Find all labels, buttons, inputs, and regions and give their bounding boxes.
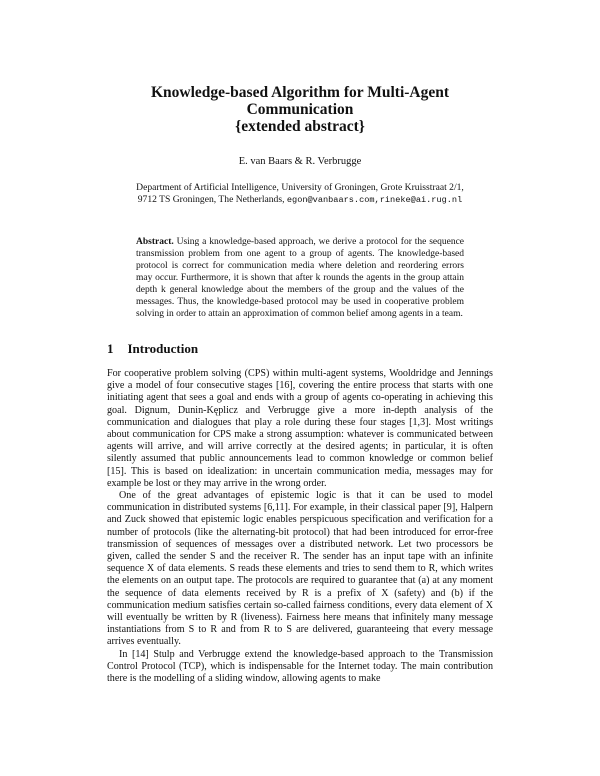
paragraph: For cooperative problem solving (CPS) within multi-agent systems, Wooldridge and Jennings give a model of four consecutive stages [16], covering the entire process that starts with one initiating agent that sees a goal and ends with a group of agents co-operating in achieving this goal. Dignum, Dunin-Kęplicz and Verbrugge give a more in-depth analysis of the communication and dialogues that play a role during these four stages [1,3]. Most writings about communication for CPS make a strong assumption: whatever is communicated between agents will arrive, and will arrive correctly at the desired agents; in particular, it is often silently assumed that public announcements lead to common knowledge or common belief [15]. This is based on idealization: in uncertain communication media, messages may for example be lost or they may arrive in the wrong order. <box>107 368 493 489</box>
affiliation-address: 9712 TS Groningen, The Netherlands, <box>137 194 285 205</box>
paragraph: One of the great advantages of epistemic logic is that it can be used to model communication in distributed systems [6,11]. For example, in their classical paper [9], Halpern and Zuck showed that epistemic logic enables perspicuous specification and verification for a number of protocols (like the alternating-bit protocol) that had been introduced for error-free transmission of sequences of messages over a distributed network. Let two processors be given, called the sender S and the receiver R. The sender has an input tape with an infinite sequence X of data elements. S reads these elements and tries to send them to R, which writes the elements on an output tape. The protocols are required to guarantee that (a) at any moment the sequence of data elements received by R is a prefix of X (safety) and (b) if the communication medium satisfies certain so-called fairness conditions, every data element of X will eventually be written by R (liveness). Fairness here means that infinitely many message instantiations from S to R and from R to S are delivered, guaranteeing that every message arrives eventually. <box>107 490 493 648</box>
section-title: Introduction <box>127 341 199 356</box>
affiliation <box>110 182 490 206</box>
title-line-1: Knowledge-based Algorithm for Multi-Agent <box>150 84 450 101</box>
body-text <box>107 368 493 685</box>
affiliation-line-1: Department of Artificial Intelligence, University of Groningen, Grote Kruisstraat 2/1, <box>136 182 464 193</box>
affiliation-emails: egon@vanbaars.com,rineke@ai.rug.nl <box>286 195 463 205</box>
title-line-3: {extended abstract} <box>235 118 365 135</box>
section-heading <box>107 341 198 357</box>
authors: E. van Baars & R. Verbrugge <box>238 156 362 167</box>
abstract-text: Using a knowledge-based approach, we derive a protocol for the sequence transmission problem from one agent to a group of agents. The knowledge-based protocol is correct for communication media where deletion and reordering errors may occur. Furthermore, it is shown that after k rounds the agents in the group attain depth k general knowledge about the members of the group and the values of the messages. Thus, the knowledge-based protocol may be used in cooperative problem solving in order to attain an approximation of common belief among agents in a team. <box>136 237 465 319</box>
affiliation-line-2 <box>110 194 490 206</box>
abstract-label: Abstract. <box>136 237 174 247</box>
paper-title <box>100 84 500 135</box>
abstract <box>136 236 464 320</box>
section-number: 1 <box>107 341 114 356</box>
title-line-2: Communication <box>246 101 354 118</box>
paragraph: In [14] Stulp and Verbrugge extend the knowledge-based approach to the Transmission Control Protocol (TCP), which is indispensable for the Internet today. The main contribution there is the modelling of a sliding window, allowing agents to make <box>107 648 493 685</box>
